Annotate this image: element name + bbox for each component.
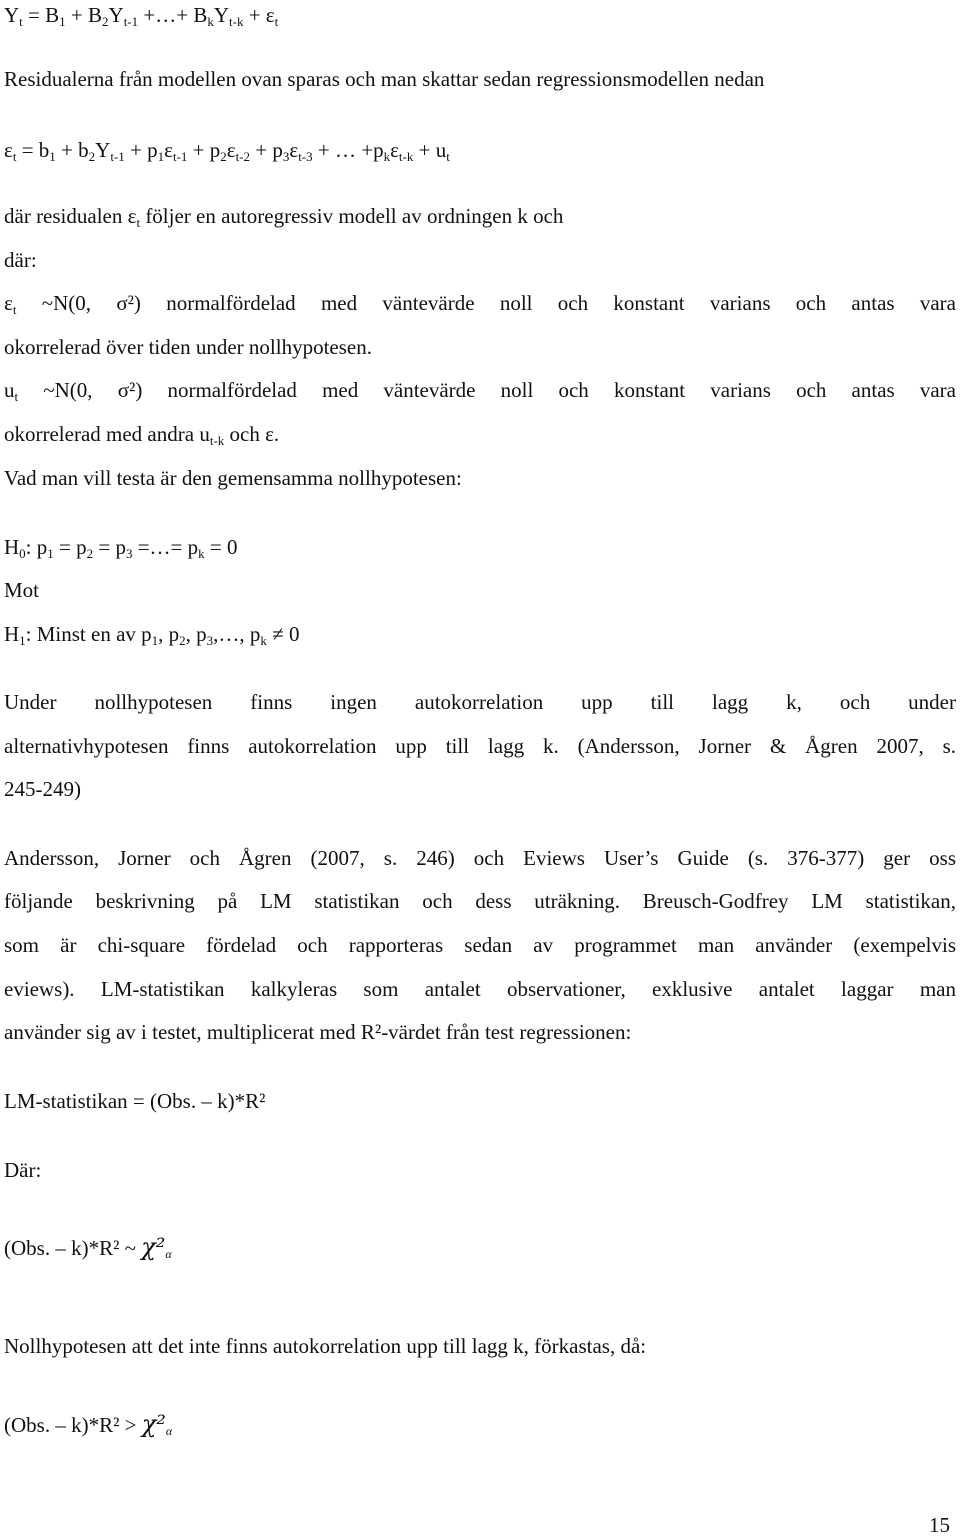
paragraph-residuals: Residualerna från modellen ovan sparas och man skattar sedan regressionsmodellen nedan bbox=[4, 67, 765, 91]
paragraph-rejection: Nollhypotesen att det inte finns autokorrelation upp till lagg k, förkastas, då: bbox=[4, 1334, 647, 1358]
page-number: 15 bbox=[929, 1513, 950, 1537]
chi-square-symbol: χ² bbox=[141, 1233, 166, 1261]
paragraph-residual-ar: där residualen $\varepsilon_t$ följer en autoregressiv modell av ordningen k och bbox=[4, 204, 564, 230]
formula-distribution: (Obs. – k)*R² ~ χ²α bbox=[4, 1233, 172, 1261]
formula-lm-statistic: LM-statistikan = (Obs. – k)*R² bbox=[4, 1089, 266, 1113]
formula-rejection: (Obs. – k)*R² > χ²α bbox=[4, 1410, 173, 1438]
paragraph-under-line2: alternativhypotesen finns autokorrelation upp till lagg k. (Andersson, Jorner & Ågren 2007, s. bbox=[4, 734, 956, 758]
equation-y: $Y_t = B_1 + B_2Y_{t-1}$ +…+ $B_kY_{t-k} + \varepsilon_t$ bbox=[4, 3, 279, 29]
label-dar: Där: bbox=[4, 1158, 42, 1182]
hypothesis-h1: $H_1$: Minst en av $p_1$, $p_2$, $p_3,\dots$, $p_k \ne 0$ bbox=[4, 622, 300, 648]
equation-epsilon: $\varepsilon_t = b_1 + b_2Y_{t-1} + p_1\varepsilon_{t-1} + p_2\varepsilon_{t-2} + p_3\varepsilon_{t-3}$ + … $+p_k\varepsilon_{t-k} + u_t$ bbox=[4, 138, 450, 164]
hypothesis-h0: $H_0$: $p_1 = p_2 = p_3$ =…= $p_k = 0$ bbox=[4, 535, 238, 561]
chi-square-symbol: χ² bbox=[141, 1410, 166, 1438]
label-mot: Mot bbox=[4, 578, 40, 602]
document-page bbox=[4, 0, 956, 1537]
paragraph-u-distribution-cont: okorrelerad med andra $u_{t-k}$ och ε. bbox=[4, 422, 280, 448]
paragraph-under-line1: Under nollhypotesen finns ingen autokorrelation upp till lagg k, och under bbox=[4, 690, 956, 714]
paragraph-andersson-line3: som är chi-square fördelad och rapporteras sedan av programmet man använder (exempelvis bbox=[4, 933, 956, 957]
paragraph-andersson-line1: Andersson, Jorner och Ågren (2007, s. 246) och Eviews User’s Guide (s. 376-377) ger oss bbox=[4, 846, 956, 870]
paragraph-andersson-line4: eviews). LM-statistikan kalkyleras som antalet observationer, exklusive antalet laggar man bbox=[4, 977, 956, 1001]
paragraph-u-distribution: $u_t$ ~N(0, σ²) normalfördelad med väntevärde noll och konstant varians och antas vara bbox=[4, 378, 956, 404]
paragraph-epsilon-distribution: $\varepsilon_t$ ~N(0, σ²) normalfördelad med väntevärde noll och konstant varians och antas vara bbox=[4, 291, 956, 317]
paragraph-null-intro: Vad man vill testa är den gemensamma nollhypotesen: bbox=[4, 466, 462, 490]
paragraph-dar: där: bbox=[4, 248, 37, 272]
paragraph-epsilon-distribution-cont: okorrelerad över tiden under nollhypotesen. bbox=[4, 335, 372, 359]
paragraph-andersson-line2: följande beskrivning på LM statistikan och dess uträkning. Breusch-Godfrey LM statistikan, bbox=[4, 889, 956, 913]
paragraph-under-line3: 245-249) bbox=[4, 777, 81, 801]
paragraph-andersson-line5: använder sig av i testet, multiplicerat med R²-värdet från test regressionen: bbox=[4, 1020, 632, 1044]
